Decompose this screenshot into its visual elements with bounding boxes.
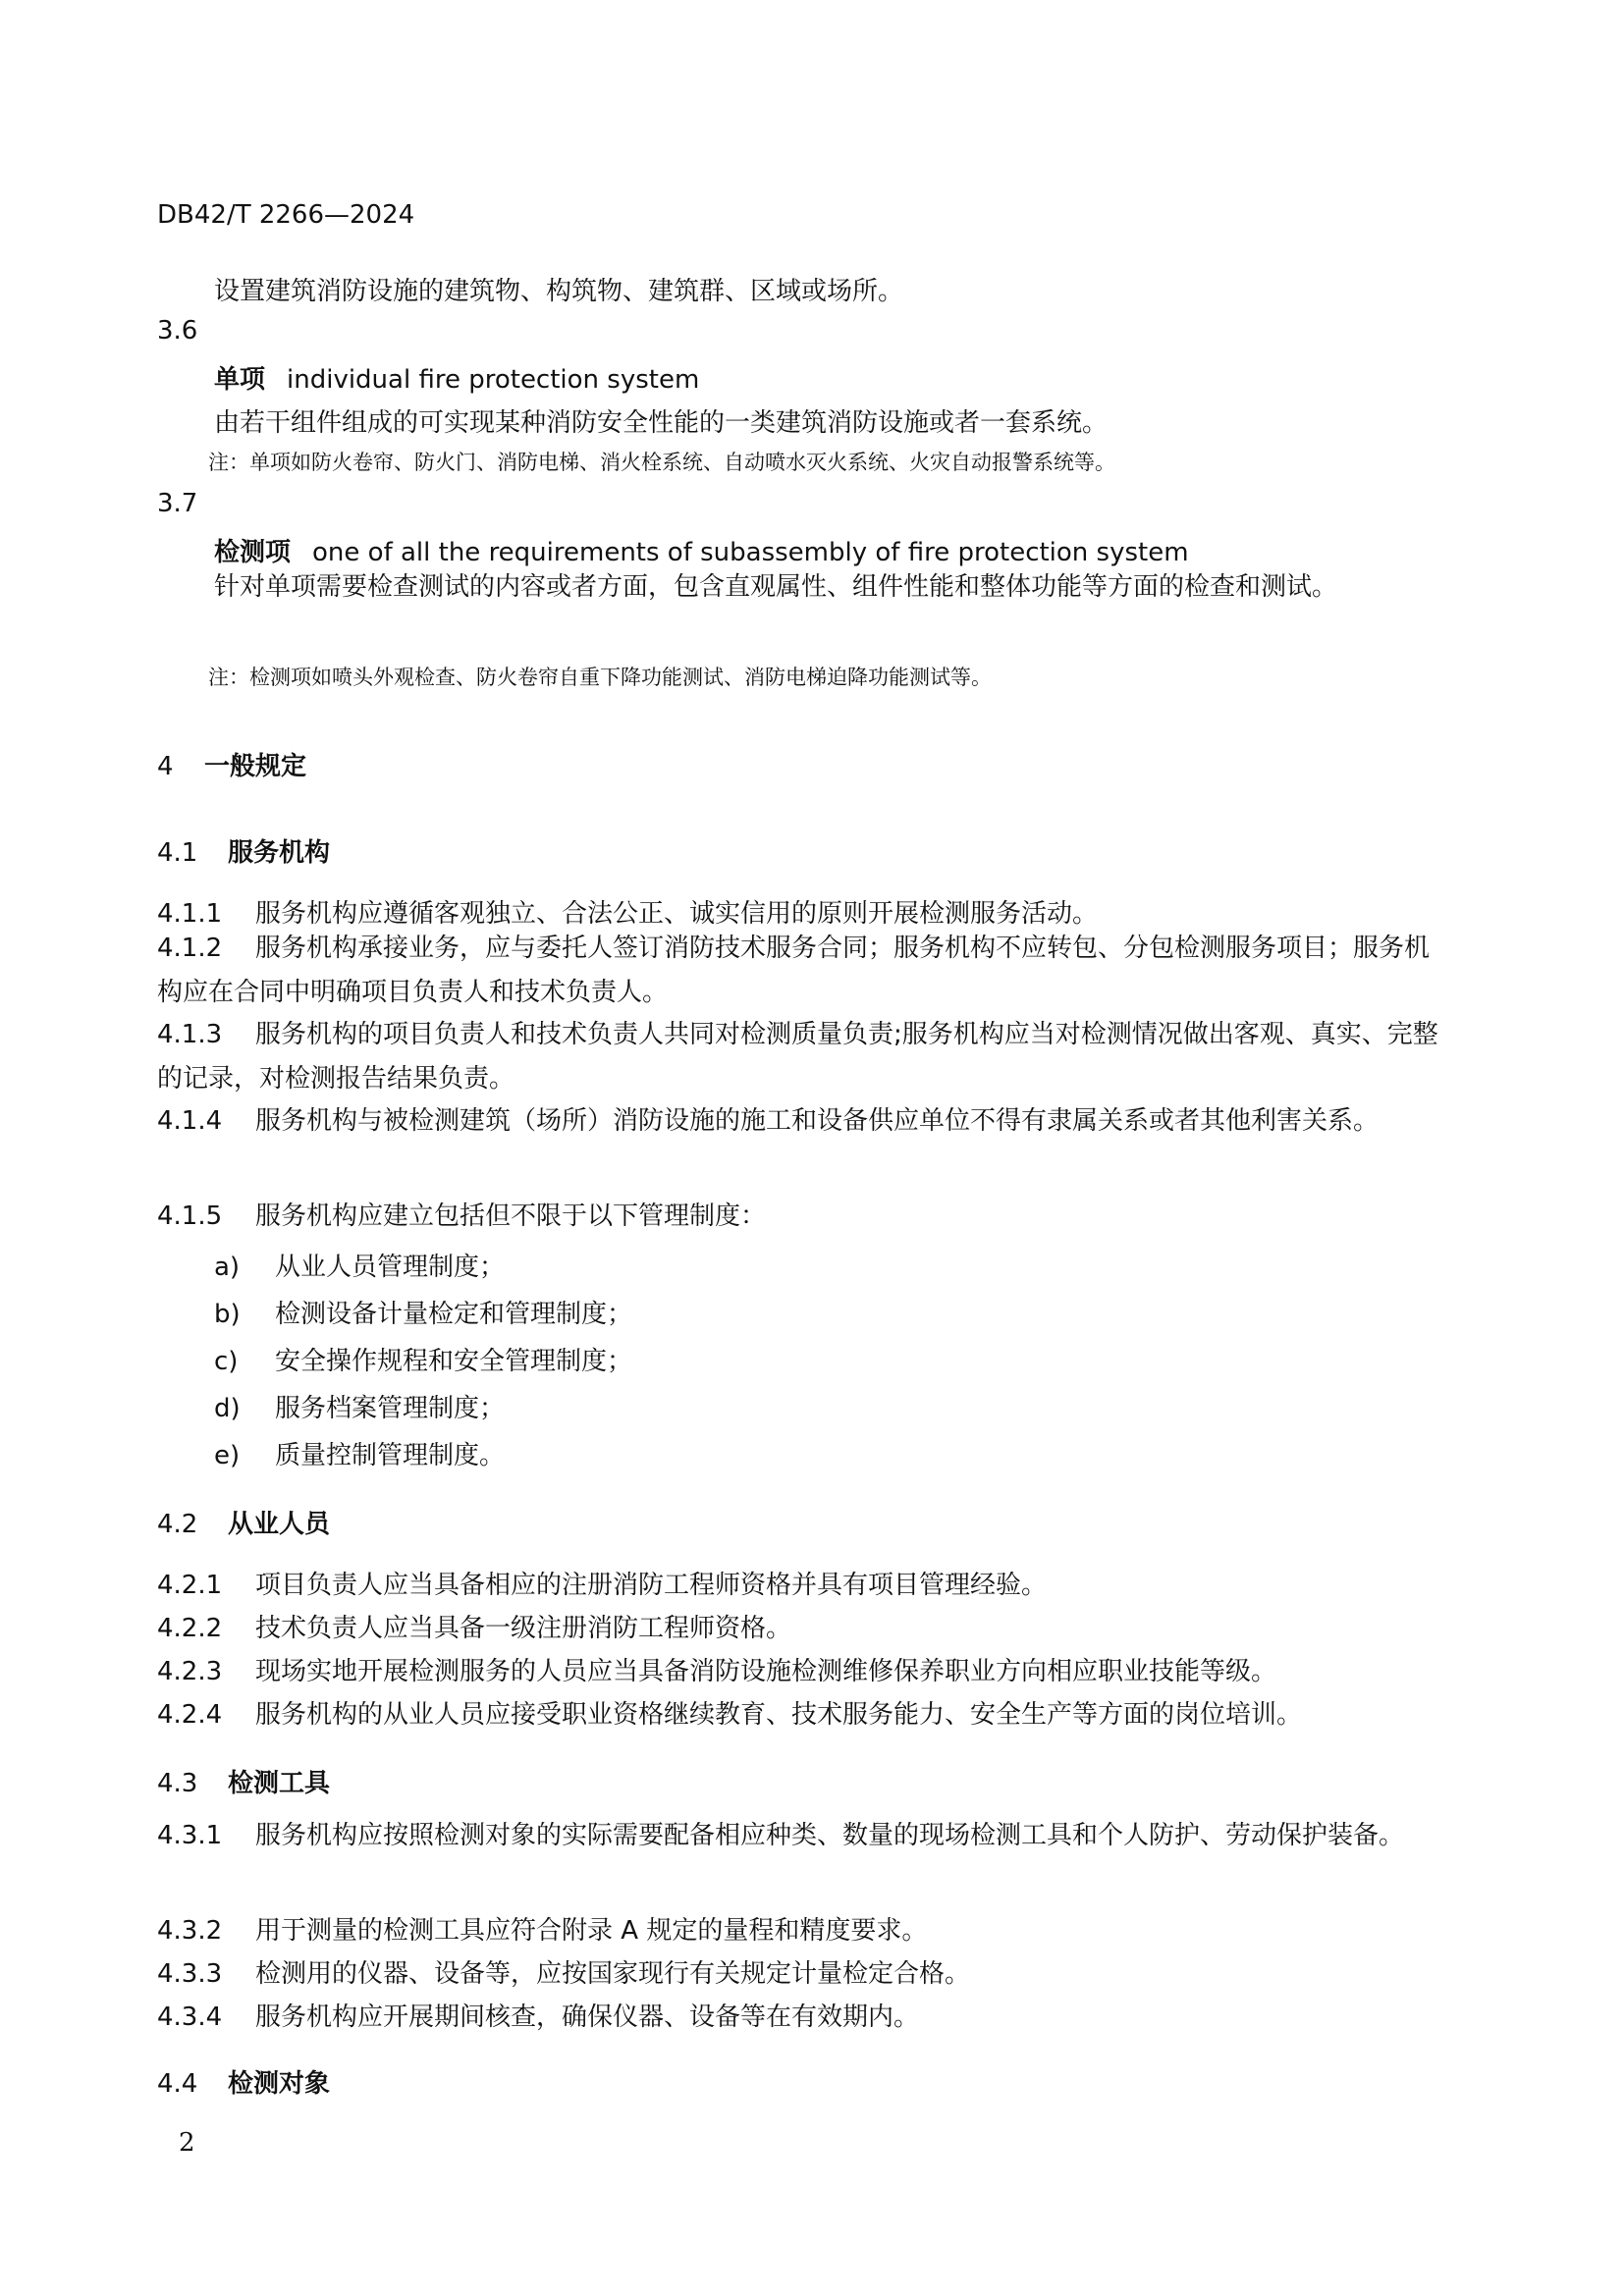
clause: 4.3.2 用于测量的检测工具应符合附录 A 规定的量程和精度要求。 <box>157 1916 928 1946</box>
clause: 4.1.2 服务机构承接业务，应与委托人签订消防技术服务合同；服务机构不应转包、分包检测服务项目；服务机构应在合同中明确项目负责人和技术负责人。 <box>157 934 1431 1007</box>
term-number: 3.6 <box>157 316 198 346</box>
term-note: 注：单项如防火卷帘、防火门、消防电梯、消火栓系统、自动喷水灭火系统、火灾自动报警系统等。 <box>208 451 1115 474</box>
clause: 4.2.1 项目负责人应当具备相应的注册消防工程师资格并具有项目管理经验。 <box>157 1571 1048 1600</box>
list-item: b) 检测设备计量检定和管理制度； <box>214 1300 633 1329</box>
list-item: e) 质量控制管理制度。 <box>214 1441 506 1470</box>
subsection-heading: 4.1 服务机构 <box>157 838 331 868</box>
term-definition: 针对单项需要检查测试的内容或者方面，包含直观属性、组件性能和整体功能等方面的检查和测试。 <box>214 572 1338 602</box>
intro-line: 设置建筑消防设施的建筑物、构筑物、建筑群、区域或场所。 <box>214 277 904 306</box>
clause: 4.3.4 服务机构应开展期间核查，确保仪器、设备等在有效期内。 <box>157 2002 920 2032</box>
term-title <box>214 532 1189 568</box>
list-item: d) 服务档案管理制度； <box>214 1394 506 1423</box>
subsection-heading: 4.3 检测工具 <box>157 1769 331 1798</box>
term-definition: 由若干组件组成的可实现某种消防安全性能的一类建筑消防设施或者一套系统。 <box>214 408 1109 438</box>
clause: 4.3.1 服务机构应按照检测对象的实际需要配备相应种类、数量的现场检测工具和个人防护、劳动保护装备。 <box>157 1821 1405 1850</box>
page-number: 2 <box>179 2128 195 2158</box>
section-heading: 4 一般规定 <box>157 752 307 781</box>
clause: 4.1.1 服务机构应遵循客观独立、合法公正、诚实信用的原则开展检测服务活动。 <box>157 899 1099 929</box>
term-note: 注：检测项如喷头外观检查、防火卷帘自重下降功能测试、消防电梯迫降功能测试等。 <box>208 666 992 689</box>
term-cn: 检测项 <box>214 538 292 567</box>
term-en: individual fire protection system <box>287 365 700 395</box>
subsection-heading: 4.2 从业人员 <box>157 1510 331 1539</box>
clause: 4.2.4 服务机构的从业人员应接受职业资格继续教育、技术服务能力、安全生产等方面的岗位培训。 <box>157 1700 1303 1730</box>
term-cn: 单项 <box>214 365 266 395</box>
term-en: one of all the requirements of subassembly of fire protection system <box>312 538 1189 567</box>
list-item: a) 从业人员管理制度； <box>214 1253 506 1282</box>
term-number: 3.7 <box>157 489 198 518</box>
standard-code: DB42/T 2266—2024 <box>157 200 415 230</box>
clause: 4.2.2 技术负责人应当具备一级注册消防工程师资格。 <box>157 1614 792 1643</box>
clause: 4.3.3 检测用的仪器、设备等，应按国家现行有关规定计量检定合格。 <box>157 1959 971 1989</box>
clause: 4.2.3 现场实地开展检测服务的人员应当具备消防设施检测维修保养职业方向相应职业技能等级。 <box>157 1657 1277 1686</box>
subsection-heading: 4.4 检测对象 <box>157 2069 331 2099</box>
list-item: c) 安全操作规程和安全管理制度； <box>214 1347 633 1376</box>
clause: 4.1.4 服务机构与被检测建筑（场所）消防设施的施工和设备供应单位不得有隶属关系或者其他利害关系。 <box>157 1106 1380 1136</box>
clause: 4.1.3 服务机构的项目负责人和技术负责人共同对检测质量负责;服务机构应当对检测情况做出客观、真实、完整的记录，对检测报告结果负责。 <box>157 1020 1438 1094</box>
term-title <box>214 359 699 396</box>
clause: 4.1.5 服务机构应建立包括但不限于以下管理制度： <box>157 1201 767 1231</box>
